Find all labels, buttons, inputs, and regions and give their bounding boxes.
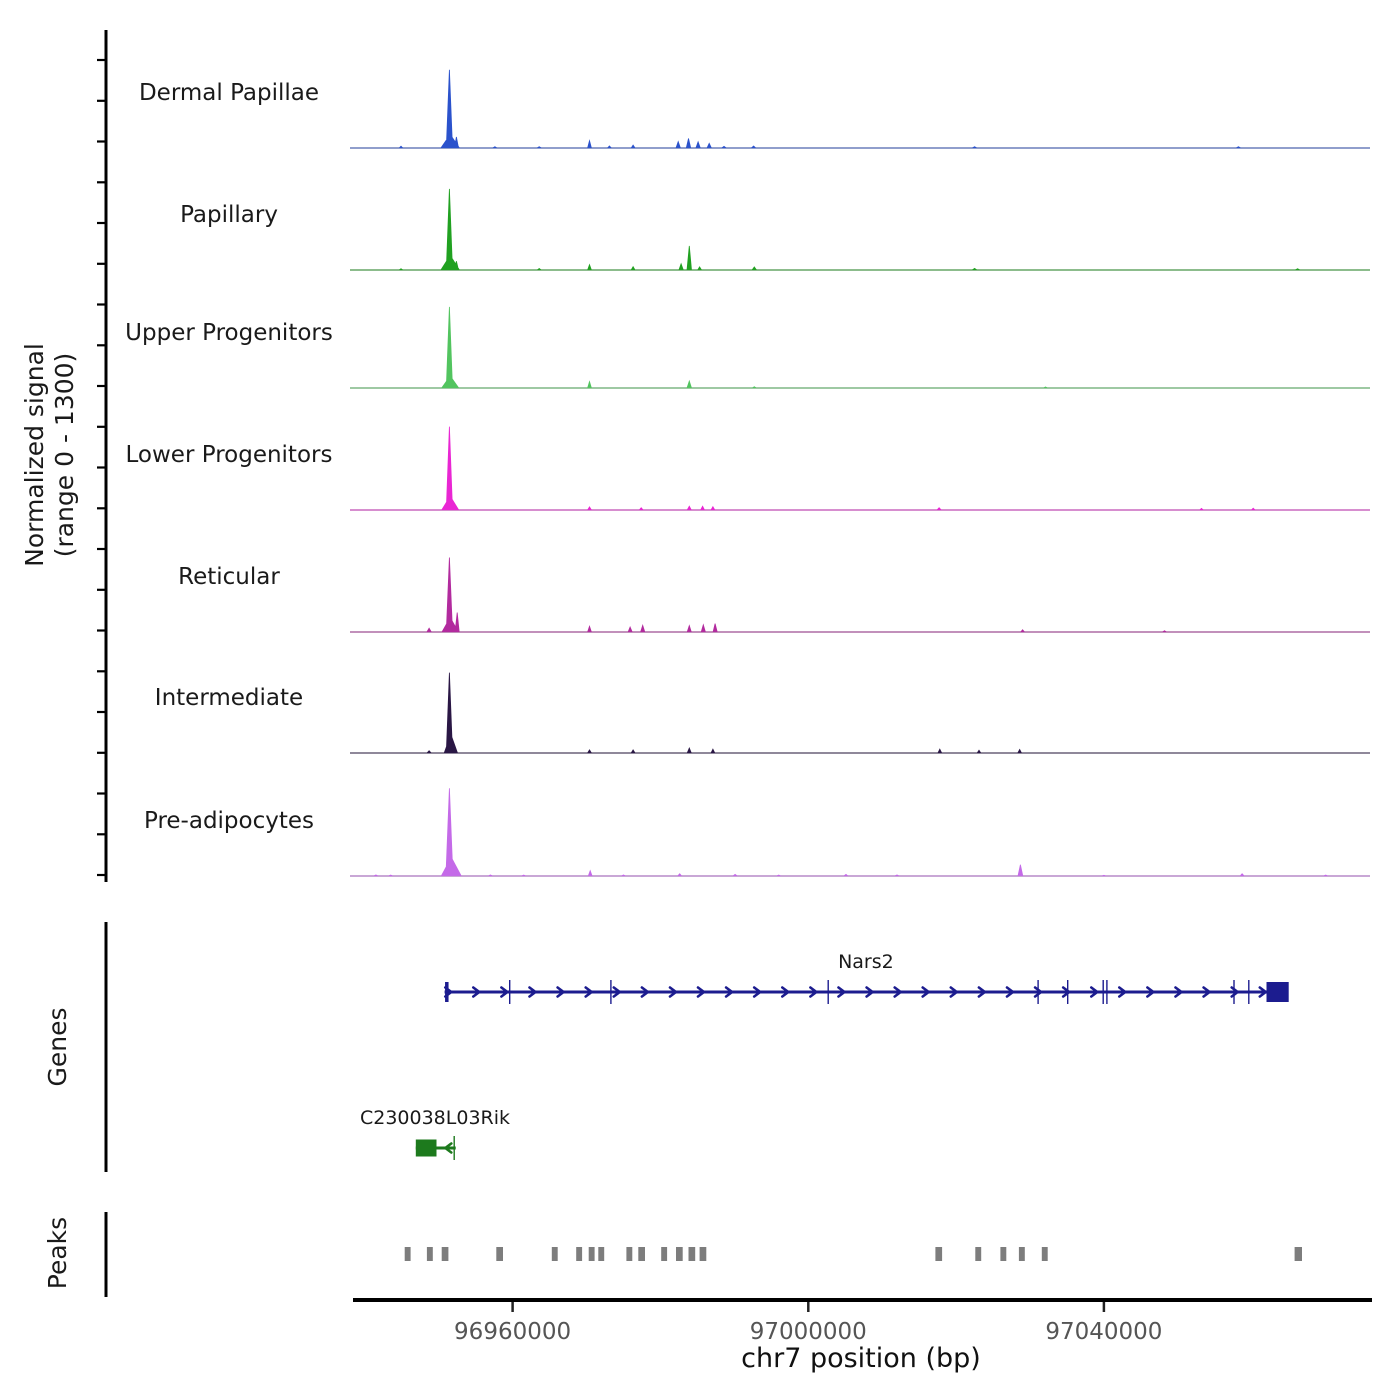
peak-interval-box [1295,1247,1302,1261]
signal-area-papillary [350,189,1370,270]
peak-interval-box [427,1247,433,1261]
peak-interval-box [935,1247,942,1261]
track-label-lower-progenitors: Lower Progenitors [125,442,333,468]
peak-interval-box [1042,1247,1048,1261]
gene-label-nars2: Nars2 [838,951,894,973]
x-tick-label: 97000000 [749,1319,867,1345]
track-label-intermediate: Intermediate [154,685,304,711]
peak-interval-box [405,1247,411,1261]
genes-axis-label: Genes [43,1007,72,1087]
y-axis-label-line1: Normalized signal [20,343,49,567]
peak-interval-box [1000,1247,1006,1261]
signal-area-upper-progenitors [350,307,1370,388]
gene-label-c230038l03rik: C230038L03Rik [359,1107,511,1129]
signal-area-intermediate [350,673,1370,753]
track-label-upper-progenitors: Upper Progenitors [125,320,333,346]
gene-utr-block [416,1140,437,1157]
signal-area-reticular [350,558,1370,633]
peak-interval-box [676,1247,683,1261]
peak-interval-box [689,1247,696,1261]
peak-interval-box [598,1247,604,1261]
peak-interval-box [1019,1247,1025,1261]
x-tick-label: 96960000 [454,1319,572,1345]
y-axis-label-line2: (range 0 - 1300) [50,352,79,558]
peak-interval-box [589,1247,595,1261]
peak-interval-box [442,1247,449,1261]
peak-interval-box [975,1247,981,1261]
peak-interval-box [576,1247,582,1261]
signal-area-pre-adipocytes [350,788,1370,876]
track-label-papillary: Papillary [180,202,278,228]
peak-interval-box [700,1247,707,1261]
x-axis-title: chr7 position (bp) [741,1343,981,1374]
peak-interval-box [661,1247,667,1261]
peak-interval-box [496,1247,503,1261]
peak-interval-box [552,1247,558,1261]
track-label-dermal-papillae: Dermal Papillae [138,80,320,106]
peaks-axis-label: Peaks [43,1216,72,1290]
x-tick-label: 97040000 [1045,1319,1163,1345]
peak-interval-box [638,1247,645,1261]
signal-area-dermal-papillae [350,70,1370,148]
track-label-reticular: Reticular [178,564,280,590]
track-label-pre-adipocytes: Pre-adipocytes [143,808,315,834]
signal-area-lower-progenitors [350,427,1370,510]
gene-utr-block [1267,982,1289,1002]
dynamic-layer [97,30,1372,1345]
peak-interval-box [626,1247,632,1261]
